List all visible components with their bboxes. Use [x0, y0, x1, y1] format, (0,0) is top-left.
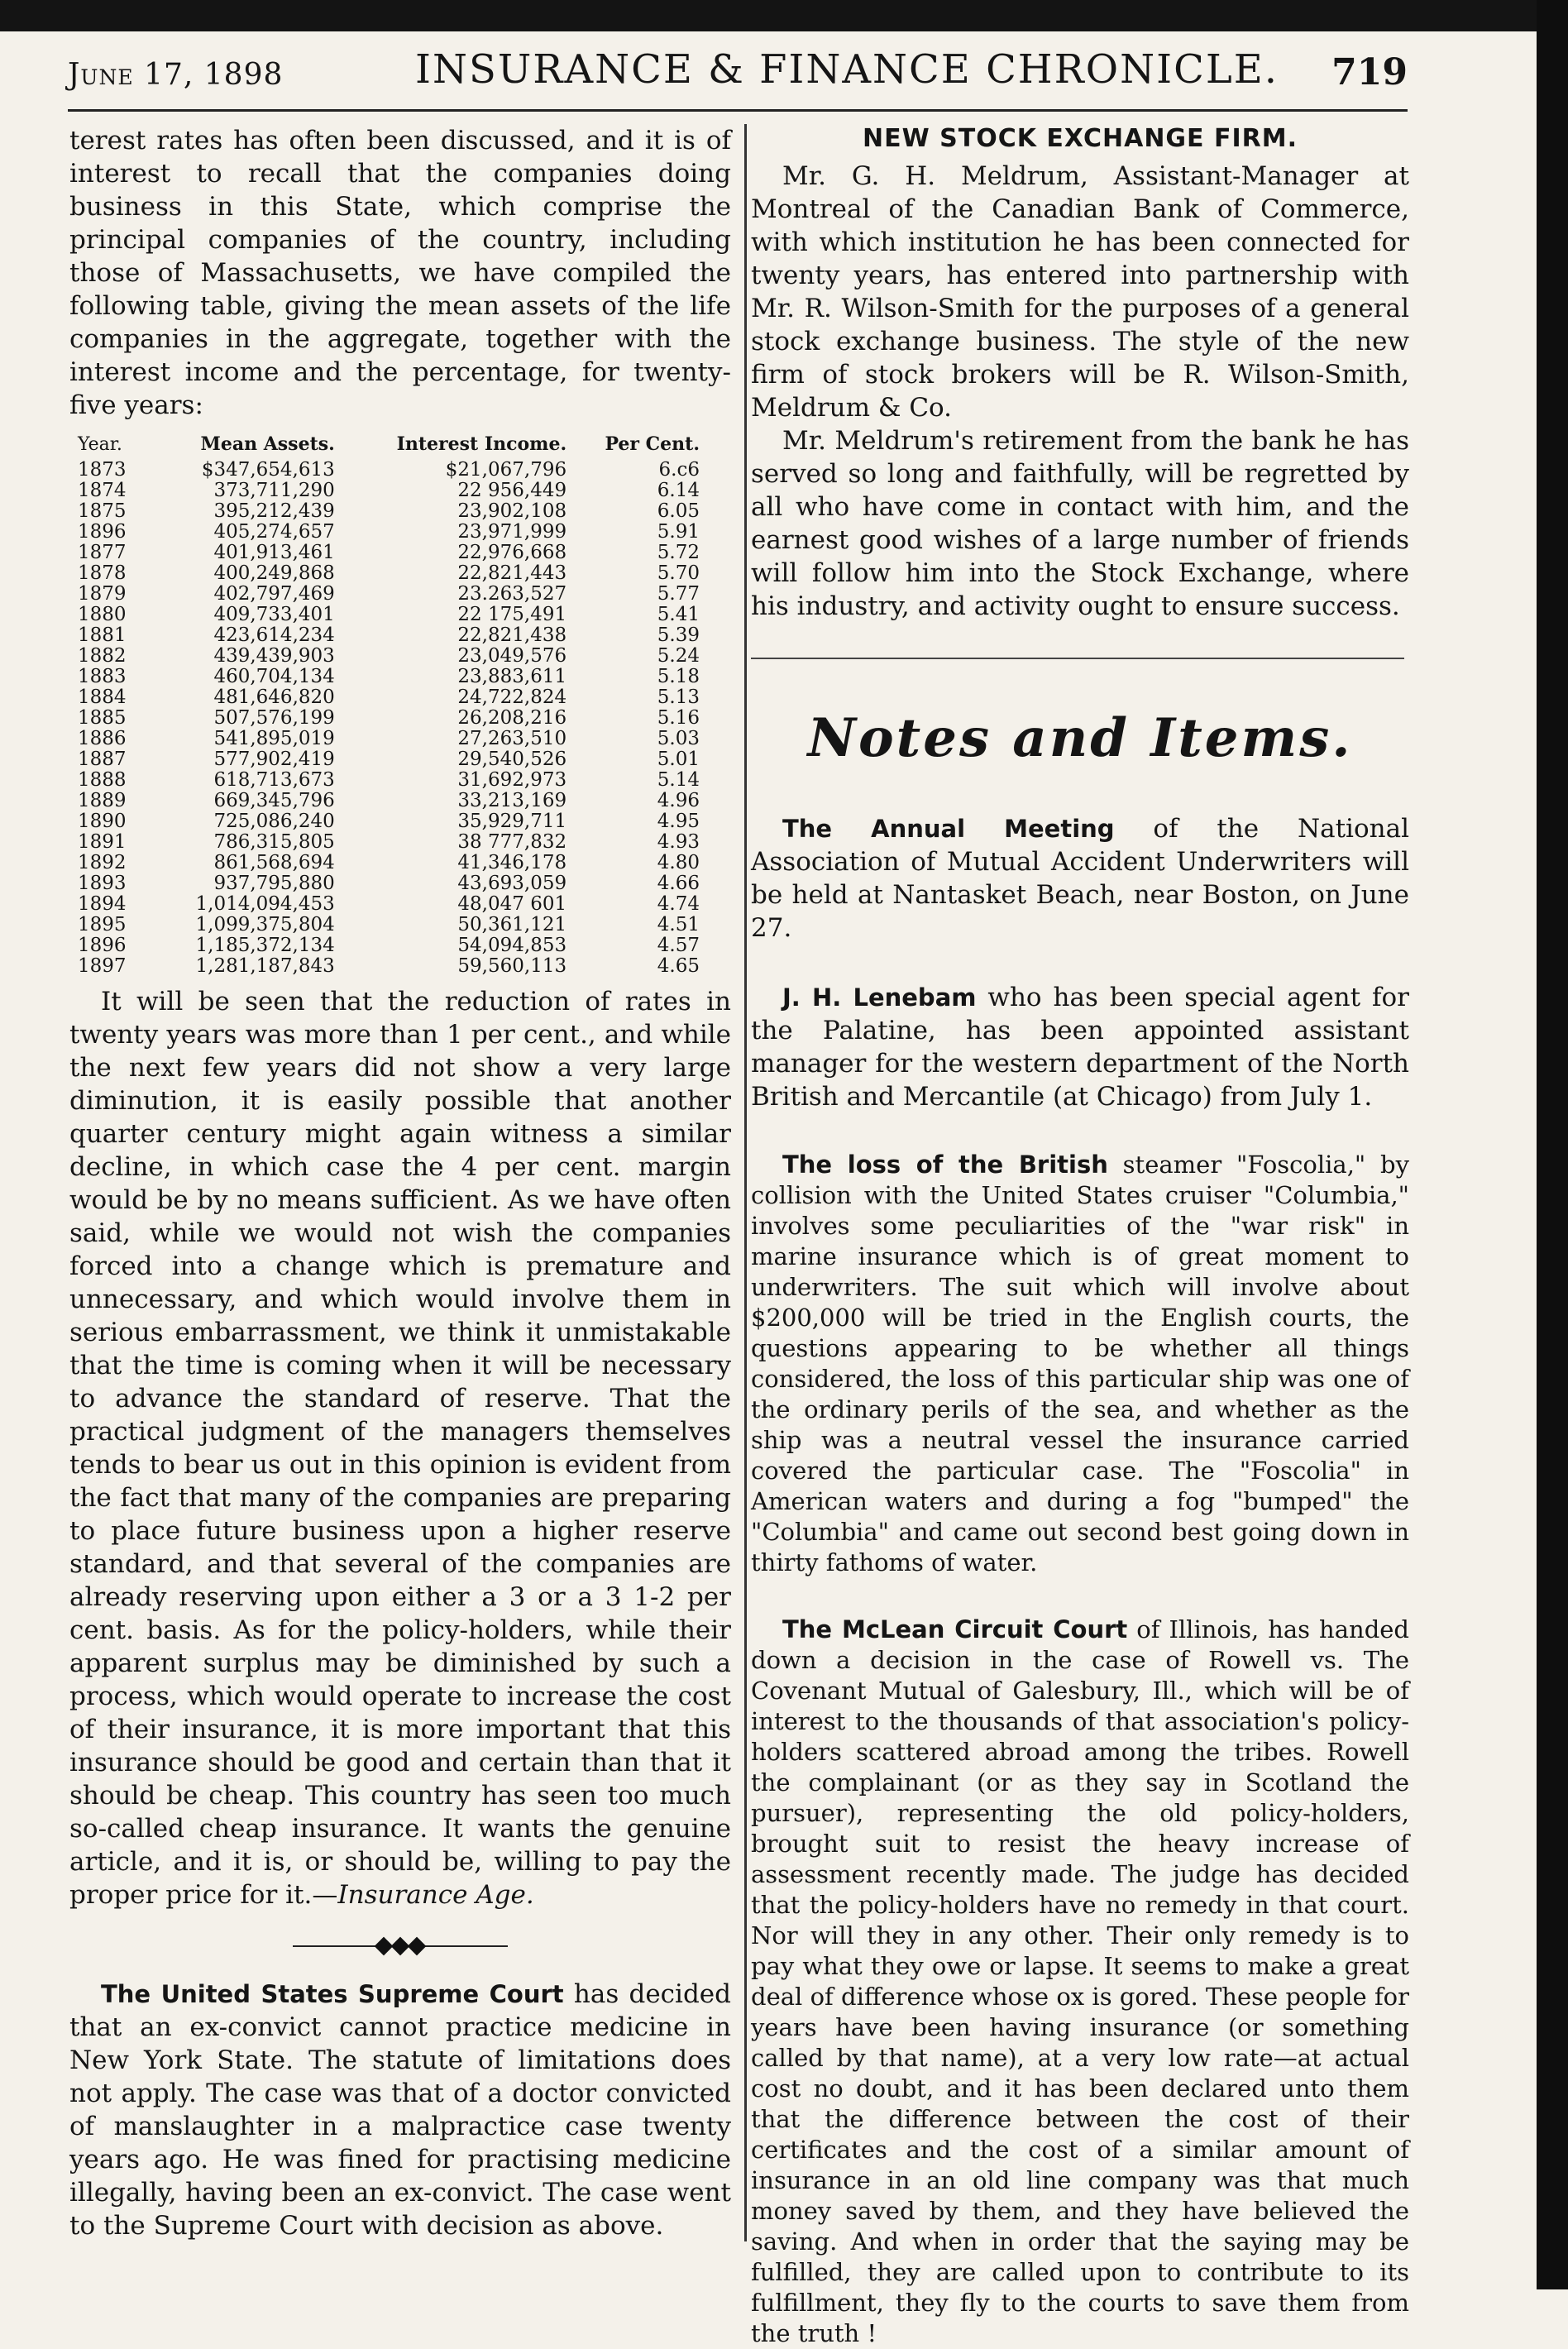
cell-year: 1882: [78, 645, 127, 667]
cell-per-cent: 5.91: [657, 521, 700, 543]
supreme-court-text: has decided that an ex-convict cannot practice medicine in New York State. The statute of limitations does not apply. The case was that of a doctor convicted of manslaughter in a malpractice case twenty years ago. He was fined for practising medicine illegally, having been an ex-convict. The case went to the Supreme Court with decision as above.: [69, 1979, 731, 2241]
table-row: [74, 811, 703, 832]
cell-year: 1886: [78, 728, 127, 749]
mean-assets-table: [74, 433, 703, 977]
cell-year: 1878: [78, 562, 127, 584]
cell-year: 1875: [78, 500, 127, 522]
table-row: [74, 915, 703, 935]
item-gap: [751, 1113, 1409, 1150]
table-row: [74, 935, 703, 956]
cell-interest-income: 22,821,438: [457, 624, 567, 646]
cell-interest-income: 23,902,108: [457, 500, 567, 522]
cell-mean-assets: 669,345,796: [213, 790, 335, 811]
item-lead: The loss of the British: [782, 1151, 1108, 1179]
item-text: of Illinois, has handed down a decision in the case of Rowell vs. The Covenant Mutual of Galesbury, Ill., which will be of interest to the thousands of that association's policy-holders scattered abroad among the tribes. Rowell the complainant (or as they say in Scotland the pursuer), representing the old policy-holders, brought suit to resist the heavy increase of assessment recently made. The judge has decided that the policy-holders have no remedy in that court. Nor will they in any other. Their only remedy is to pay what they owe or lapse. It seems to make a great deal of difference whose ox is gored. These people for years have been having insurance (or something called by that name), at a very low rate—at actual cost no doubt, and it has been declared unto them that the difference between the cost of their certificates and the cost of a similar amount of insurance in an old line company was that much money saved by them, and they have believed the saving. And when in order that the saying may be fulfilled, they are called upon to contribute to its fulfillment, they fly to the courts to save them from the truth !: [751, 1615, 1409, 2347]
header-rule: [68, 109, 1408, 112]
cell-interest-income: 33,213,169: [457, 790, 567, 811]
item-gap: [751, 945, 1409, 981]
cell-mean-assets: 541,895,019: [213, 728, 335, 749]
cell-mean-assets: 786,315,805: [213, 831, 335, 853]
cell-per-cent: 5.03: [657, 728, 700, 749]
cell-per-cent: 5.24: [657, 645, 700, 667]
scan-right-edge: [1537, 0, 1568, 2289]
cell-interest-income: $21,067,796: [445, 459, 567, 481]
cell-per-cent: 4.65: [657, 955, 700, 977]
item-lead: The Annual Meeting: [782, 815, 1115, 843]
cell-mean-assets: 577,902,419: [213, 749, 335, 770]
cell-year: 1885: [78, 707, 127, 729]
right-column: [751, 124, 1409, 2349]
cell-mean-assets: 373,711,290: [213, 480, 335, 501]
cell-mean-assets: 1,099,375,804: [195, 914, 335, 935]
table-row: [74, 749, 703, 770]
cell-per-cent: 4.93: [657, 831, 700, 853]
table-row: [74, 956, 703, 977]
cell-mean-assets: 402,797,469: [213, 583, 335, 605]
cell-interest-income: 26,208,216: [457, 707, 567, 729]
table-row: [74, 625, 703, 646]
cell-per-cent: 4.95: [657, 811, 700, 832]
cell-mean-assets: 395,212,439: [213, 500, 335, 522]
cell-mean-assets: 423,614,234: [213, 624, 335, 646]
cell-per-cent: 6.05: [657, 500, 700, 522]
foscolia-item: [751, 1150, 1409, 1578]
item-text: who has been special agent for the Palatine, has been appointed assistant manager for the western department of the North British and Mercantile (at Chicago) from July 1.: [751, 983, 1410, 1112]
table-row: [74, 667, 703, 687]
cell-per-cent: 5.13: [657, 687, 700, 708]
cell-interest-income: 22,976,668: [457, 542, 567, 563]
cell-per-cent: 4.51: [657, 914, 700, 935]
section-separator: [751, 633, 1409, 682]
stock-exchange-heading: NEW STOCK EXCHANGE FIRM.: [863, 124, 1298, 153]
cell-year: 1888: [78, 769, 127, 791]
header-title: INSURANCE & FINANCE CHRONICLE.: [415, 46, 1279, 93]
cell-mean-assets: 409,733,401: [213, 604, 335, 625]
cell-interest-income: 41,346,178: [457, 852, 567, 873]
cell-interest-income: 31,692,973: [457, 769, 567, 791]
firm-paragraph-1: Mr. G. H. Meldrum, Assistant-Manager at Montreal of the Canadian Bank of Commerce, with which institution he has been connected for twenty years, has entered into partnership with Mr. R. Wilson-Smith for the purposes of a general stock exchange business. The style of the new firm of stock brokers will be R. Wilson-Smith, Meldrum & Co.: [751, 161, 1409, 423]
cell-year: 1893: [78, 873, 127, 894]
cell-per-cent: 5.41: [657, 604, 700, 625]
cell-mean-assets: 460,704,134: [213, 666, 335, 687]
table-row: [74, 832, 703, 853]
cell-interest-income: 23,971,999: [457, 521, 567, 543]
cell-interest-income: 24,722,824: [457, 687, 567, 708]
cell-year: 1881: [78, 624, 127, 646]
cell-year: 1890: [78, 811, 127, 832]
cell-year: 1897: [78, 955, 127, 977]
cell-interest-income: 54,094,853: [457, 935, 567, 956]
cell-mean-assets: 439,439,903: [213, 645, 335, 667]
header-date: June 17, 1898: [68, 58, 284, 92]
cell-mean-assets: 400,249,868: [213, 562, 335, 584]
reserve-paragraph-text: It will be seen that the reduction of rates in twenty years was more than 1 per cent., and while the next few years did not show a very large diminution, it is easily possible that another quarter century might again witness a similar decline, in which case the 4 per cent. margin would be by no means sufficient. As we have often said, while we would not wish the companies forced into a change which is premature and unnecessary, and which would involve them in serious embarrassment, we think it unmistakable that the time is coming when it will be necessary to advance the standard of reserve. That the practical judgment of the managers themselves tends to bear us out in this opinion is evident from the fact that many of the companies are preparing to place future business upon a higher reserve standard, and that several of the companies are already reserving upon either a 3 or a 3 1-2 per cent. basis. As for the policy-holders, while their apparent surplus may be diminished by such a process, which would operate to increase the cost of their insurance, it is more important that this insurance should be good and certain than that it should be cheap. This country has seen too much so-called cheap insurance. It wants the genuine article, and it is, or should be, willing to pay the proper price for it.—: [69, 987, 731, 1910]
table-row: [74, 481, 703, 501]
ornament-diamond: [408, 1937, 427, 1956]
cell-per-cent: 4.74: [657, 893, 700, 915]
annual-meeting-item: [751, 812, 1409, 945]
source-credit: Insurance Age.: [337, 1880, 534, 1910]
cell-interest-income: 23.263,527: [457, 583, 567, 605]
cell-mean-assets: 1,014,094,453: [195, 893, 335, 915]
cell-year: 1896: [78, 935, 127, 956]
cell-interest-income: 23,883,611: [457, 666, 567, 687]
mclean-court-item: [751, 1615, 1409, 2349]
item-text: of the National Association of Mutual Accident Underwriters will be held at Nantasket Beach, near Boston, on June 27.: [751, 814, 1409, 943]
th-interest-income: Interest Income.: [396, 433, 567, 455]
cell-per-cent: 4.57: [657, 935, 700, 956]
cell-interest-income: 22 175,491: [457, 604, 567, 625]
cell-per-cent: 5.70: [657, 562, 700, 584]
table-row: [74, 894, 703, 915]
cell-per-cent: 5.16: [657, 707, 700, 729]
table-row: [74, 729, 703, 749]
cell-mean-assets: 507,576,199: [213, 707, 335, 729]
table-row: [74, 687, 703, 708]
cell-mean-assets: 937,795,880: [213, 873, 335, 894]
cell-year: 1883: [78, 666, 127, 687]
table-body: [74, 460, 703, 977]
cell-year: 1874: [78, 480, 127, 501]
cell-interest-income: 50,361,121: [457, 914, 567, 935]
table-row: [74, 791, 703, 811]
cell-mean-assets: 861,568,694: [213, 852, 335, 873]
cell-mean-assets: $347,654,613: [201, 459, 335, 481]
cell-per-cent: 5.01: [657, 749, 700, 770]
cell-year: 1877: [78, 542, 127, 563]
cell-per-cent: 6.14: [657, 480, 700, 501]
cell-interest-income: 43,693,059: [457, 873, 567, 894]
cell-year: 1880: [78, 604, 127, 625]
supreme-court-item: [69, 1978, 731, 2242]
cell-interest-income: 23,049,576: [457, 645, 567, 667]
table-row: [74, 708, 703, 729]
table-row: [74, 543, 703, 563]
interest-rates-intro: terest rates has often been discussed, and it is of interest to recall that the companies doing business in this State, which comprise the principal companies of the country, including those of Massachusetts, we have compiled the following table, giving the mean assets of the life companies in the aggregate, together with the interest income and the percentage, for twenty-five years:: [69, 126, 731, 420]
cell-mean-assets: 481,646,820: [213, 687, 335, 708]
table-row: [74, 460, 703, 481]
cell-year: 1873: [78, 459, 127, 481]
item-lead: J. H. Lenebam: [782, 983, 977, 1012]
left-column: [69, 124, 731, 2242]
cell-mean-assets: 405,274,657: [213, 521, 335, 543]
cell-interest-income: 59,560,113: [457, 955, 567, 977]
cell-interest-income: 38 777,832: [457, 831, 567, 853]
cell-per-cent: 4.80: [657, 852, 700, 873]
cell-interest-income: 22,821,443: [457, 562, 567, 584]
separator-line: [751, 658, 1404, 659]
cell-year: 1879: [78, 583, 127, 605]
cell-mean-assets: 1,185,372,134: [195, 935, 335, 956]
cell-mean-assets: 401,913,461: [213, 542, 335, 563]
lenebam-item: [751, 981, 1409, 1113]
cell-per-cent: 5.77: [657, 583, 700, 605]
cell-year: 1891: [78, 831, 127, 853]
cell-year: 1895: [78, 914, 127, 935]
cell-per-cent: 6.c6: [658, 459, 700, 481]
cell-per-cent: 5.18: [657, 666, 700, 687]
supreme-court-lead: The United States Supreme Court: [101, 1980, 564, 2008]
table-row: [74, 584, 703, 605]
cell-interest-income: 27,263,510: [457, 728, 567, 749]
cell-mean-assets: 618,713,673: [213, 769, 335, 791]
table-row: [74, 646, 703, 667]
cell-per-cent: 5.14: [657, 769, 700, 791]
table-header-row: [74, 433, 703, 460]
th-per-cent: Per Cent.: [605, 433, 700, 455]
cell-per-cent: 5.39: [657, 624, 700, 646]
item-lead: The McLean Circuit Court: [782, 1615, 1128, 1643]
cell-per-cent: 4.66: [657, 873, 700, 894]
cell-year: 1884: [78, 687, 127, 708]
table-row: [74, 522, 703, 543]
section-ornament: [69, 1930, 731, 1963]
cell-year: 1892: [78, 852, 127, 873]
cell-year: 1896: [78, 521, 127, 543]
scan-top-edge: [0, 0, 1568, 31]
cell-interest-income: 29,540,526: [457, 749, 567, 770]
th-year: Year.: [78, 433, 122, 455]
table-row: [74, 563, 703, 584]
cell-mean-assets: 1,281,187,843: [195, 955, 335, 977]
table-row: [74, 873, 703, 894]
cell-interest-income: 48,047 601: [457, 893, 567, 915]
column-rule: [744, 124, 747, 2241]
cell-interest-income: 22 956,449: [457, 480, 567, 501]
page-header: [68, 43, 1408, 103]
item-text: steamer "Foscolia," by collision with the United States cruiser "Columbia," involves some peculiarities of the "war risk" in marine insurance which is of great moment to underwriters. The suit which will involve about $200,000 will be tried in the English courts, the questions appearing to be whether all things considered, the loss of this particular ship was one of the ordinary perils of the sea, and whether as the ship was a neutral vessel the insurance carried covered the particular case. The "Foscolia" in American waters and during a fog "bumped" the "Columbia" and came out second best going down in thirty fathoms of water.: [751, 1151, 1409, 1576]
cell-per-cent: 5.72: [657, 542, 700, 563]
item-gap: [751, 1578, 1409, 1615]
header-page-number: 719: [1331, 51, 1408, 93]
cell-year: 1889: [78, 790, 127, 811]
table-row: [74, 770, 703, 791]
table-row: [74, 853, 703, 873]
th-mean-assets: Mean Assets.: [200, 433, 335, 455]
table-row: [74, 605, 703, 625]
firm-paragraph-2: Mr. Meldrum's retirement from the bank he has served so long and faithfully, will be regretted by all who have come in contact with him, and the earnest good wishes of a large number of friends will follow him into the Stock Exchange, where his industry, and activity ought to ensure success.: [751, 426, 1409, 621]
cell-year: 1894: [78, 893, 127, 915]
table-row: [74, 501, 703, 522]
cell-mean-assets: 725,086,240: [213, 811, 335, 832]
cell-interest-income: 35,929,711: [457, 811, 567, 832]
cell-year: 1887: [78, 749, 127, 770]
notes-and-items-heading: Notes and Items.: [807, 707, 1353, 769]
cell-per-cent: 4.96: [657, 790, 700, 811]
reserve-standard-paragraph: [69, 985, 731, 1911]
